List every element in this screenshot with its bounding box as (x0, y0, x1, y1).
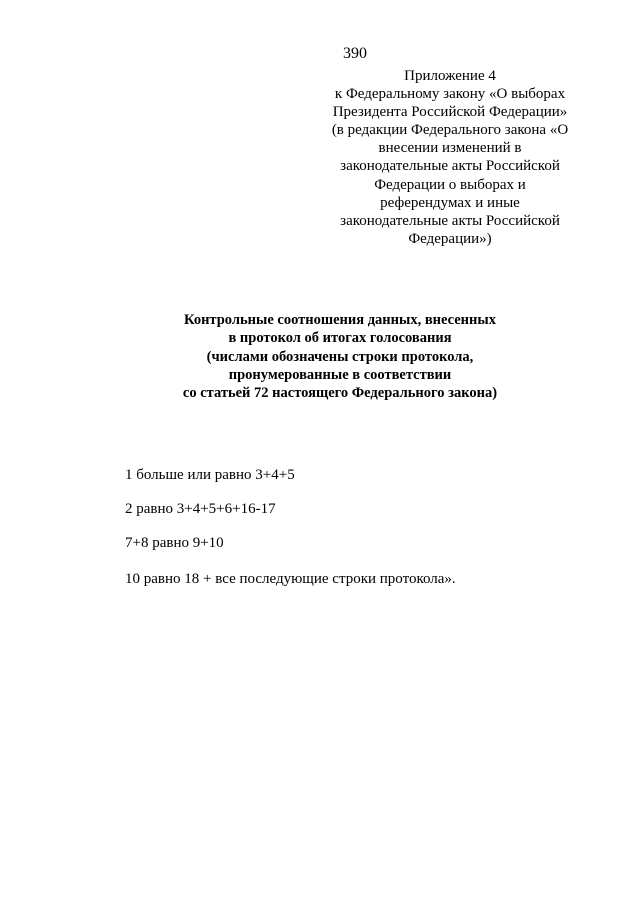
control-relation: 7+8 равно 9+10 (125, 535, 224, 551)
appendix-line: Приложение 4 (404, 68, 496, 84)
control-relation: 10 равно 18 + все последующие строки протокола». (125, 571, 456, 587)
appendix-line: референдумах и иные (380, 194, 520, 211)
appendix-line: законодательные акты Российской (340, 212, 560, 229)
document-title (160, 311, 520, 402)
control-relation: 1 больше или равно 3+4+5 (125, 467, 295, 483)
title-line: в протокол об итогах голосования (228, 330, 452, 347)
appendix-line: Президента Российской Федерации» (332, 104, 568, 121)
appendix-line: (в редакции Федерального закона «О (331, 122, 569, 139)
appendix-line: Федерации») (408, 230, 492, 247)
appendix-line: Федерации о выборах и (374, 176, 526, 193)
title-line: пронумерованные в соответствии (228, 366, 452, 383)
control-relation: 2 равно 3+4+5+6+16-17 (125, 501, 276, 517)
title-line: Контрольные соотношения данных, внесенных (184, 312, 496, 328)
appendix-line: к Федеральному закону «О выборах (334, 86, 566, 103)
appendix-line: внесении изменений в (378, 140, 522, 157)
page-number: 390 (343, 45, 367, 62)
appendix-line: законодательные акты Российской (340, 158, 560, 175)
appendix-header (300, 67, 600, 248)
title-line: со статьей 72 настоящего Федерального закона) (182, 385, 498, 402)
title-line: (числами обозначены строки протокола, (206, 348, 474, 365)
